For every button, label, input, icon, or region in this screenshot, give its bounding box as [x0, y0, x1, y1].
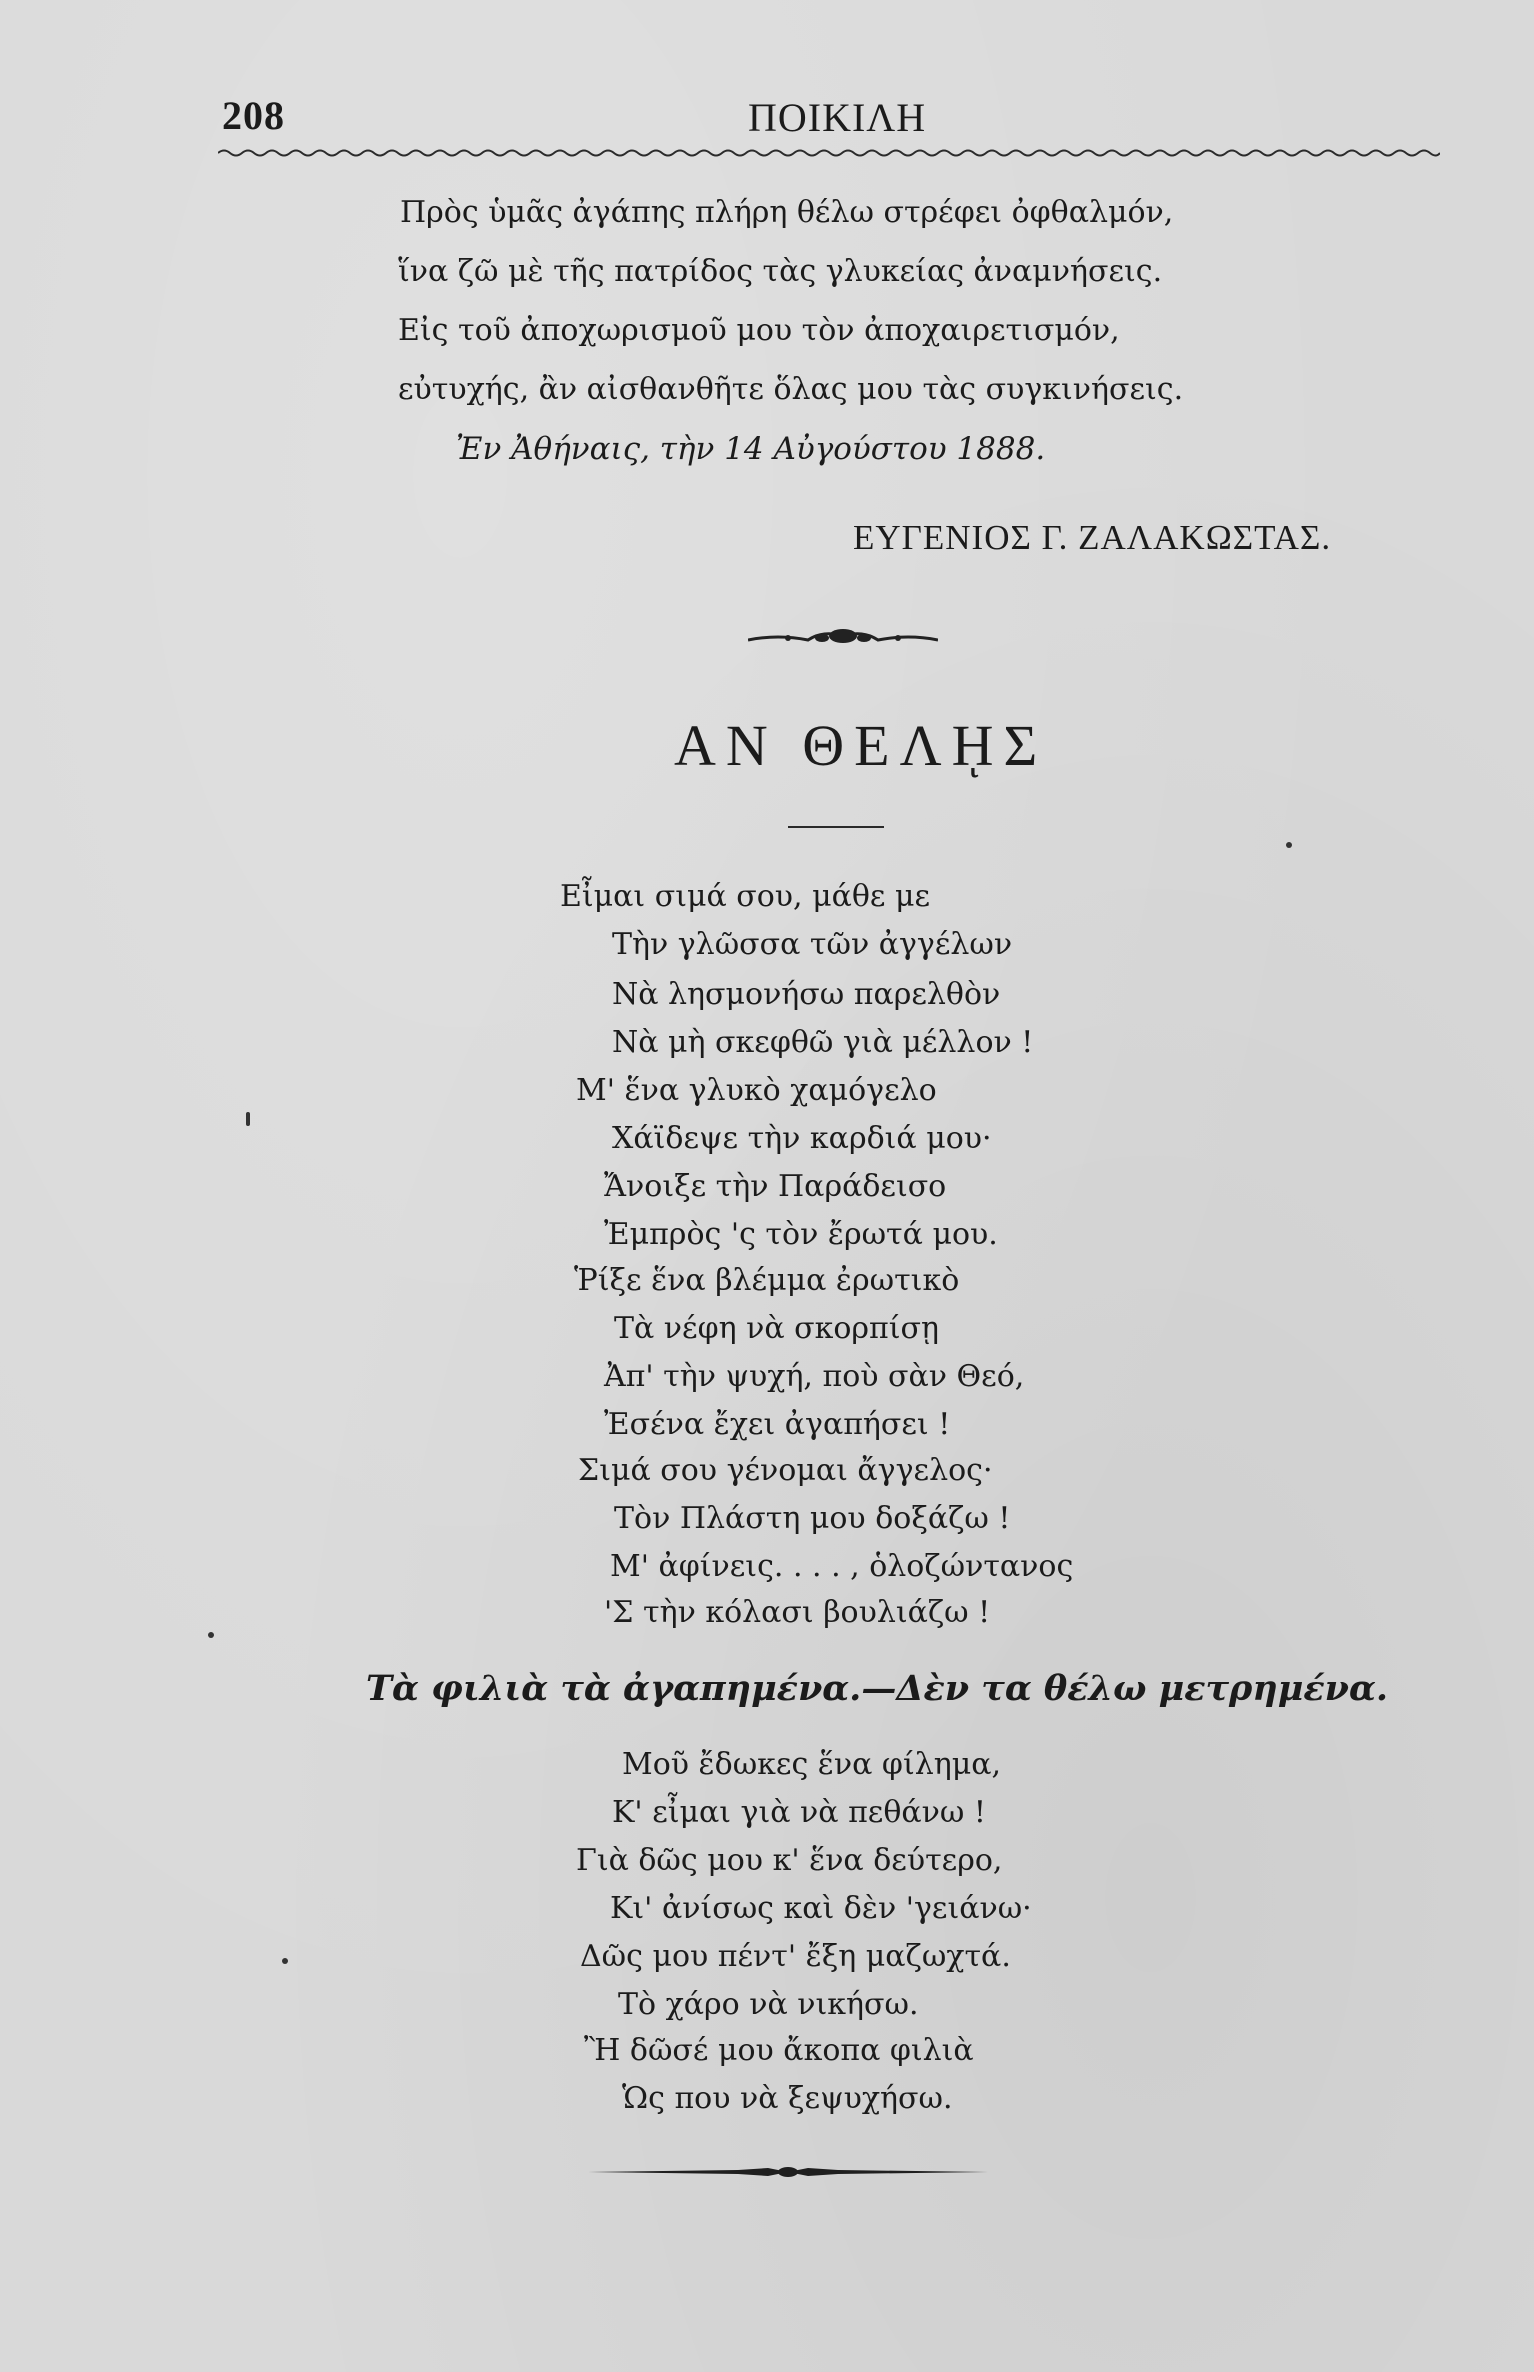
page-number: 208 [222, 93, 285, 138]
kiss-line-2: Κ' εἶμαι γιὰ νὰ πεθάνω ! [612, 1795, 986, 1830]
farewell-line-1: Πρὸς ὑμᾶς ἀγάπης πλήρη θέλω στρέφει ὀφθαλμόν, [400, 195, 1174, 230]
poem-line-4: Νὰ μὴ σκεφθῶ γιὰ μέλλον ! [612, 1025, 1034, 1060]
print-speck [246, 1112, 250, 1126]
kiss-line-7: Ἢ δῶσέ μου ἄκοπα φιλιὰ [584, 2033, 974, 2068]
dateline: Ἐν Ἀθήναις, τὴν 14 Αὐγούστου 1888. [456, 431, 1046, 467]
kiss-line-6: Τὸ χάρο νὰ νικήσω. [618, 1987, 919, 2022]
proverb-line: Τὰ φιλιὰ τὰ ἀγαπημένα.—Δὲν τα θέλω μετρημένα. [366, 1668, 1389, 1709]
section-title: ΠΟΙΚΙΛΗ [748, 95, 927, 140]
farewell-line-3: Εἰς τοῦ ἀποχωρισμοῦ μου τὸν ἀποχαιρετισμόν, [398, 313, 1120, 348]
poem-line-2: Τὴν γλῶσσα τῶν ἀγγέλων [612, 927, 1013, 962]
farewell-line-2: ἵνα ζῶ μὲ τῆς πατρίδος τὰς γλυκείας ἀναμνήσεις. [398, 254, 1163, 289]
poem-line-8: Ἐμπρὸς 'ς τὸν ἔρωτά μου. [604, 1217, 998, 1252]
kiss-line-1: Μοῦ ἔδωκες ἕνα φίλημα, [622, 1747, 1001, 1782]
title-rule [788, 826, 884, 828]
running-head [222, 92, 1437, 152]
kiss-line-4: Κι' ἀνίσως καὶ δὲν 'γειάνω· [610, 1891, 1032, 1926]
fleuron-ornament-icon [748, 622, 938, 652]
print-speck [1286, 842, 1292, 848]
poem-line-10: Τὰ νέφη νὰ σκορπίσῃ [614, 1311, 939, 1346]
poem-line-9: Ῥίξε ἕνα βλέμμα ἐρωτικὸ [574, 1263, 960, 1298]
closing-rule-ornament-icon [588, 2164, 988, 2180]
poem-line-16: 'Σ τὴν κόλασι βουλιάζω ! [604, 1595, 991, 1630]
kiss-line-3: Γιὰ δῶς μου κ' ἕνα δεύτερο, [576, 1843, 1003, 1878]
print-speck [208, 1632, 214, 1638]
kiss-line-8: Ὡς που νὰ ξεψυχήσω. [622, 2081, 953, 2116]
farewell-line-4: εὐτυχής, ἂν αἰσθανθῆτε ὅλας μου τὰς συγκινήσεις. [398, 372, 1184, 407]
poem-line-13: Σιμά σου γένομαι ἄγγελος· [578, 1453, 993, 1488]
poem-line-15: Μ' ἀφίνεις. . . . , ὁλοζώντανος [610, 1549, 1074, 1584]
poem-line-7: Ἄνοιξε τὴν Παράδεισο [604, 1169, 947, 1204]
poem-title: ΑΝ ΘΕΛῌΣ [674, 713, 1048, 778]
author-signature: ΕΥΓΕΝΙΟΣ Γ. ΖΑΛΑΚΩΣΤΑΣ. [853, 518, 1332, 557]
print-speck [282, 1958, 288, 1964]
poem-line-1: Εἶμαι σιμά σου, μάθε με [560, 879, 931, 914]
poem-line-5: Μ' ἕνα γλυκὸ χαμόγελο [576, 1073, 937, 1108]
header-wavy-rule [218, 146, 1440, 160]
poem-line-14: Τὸν Πλάστη μου δοξάζω ! [614, 1501, 1011, 1536]
poem-line-12: Ἐσένα ἔχει ἀγαπήσει ! [604, 1407, 951, 1442]
poem-line-11: Ἀπ' τὴν ψυχή, ποὺ σὰν Θεό, [604, 1359, 1025, 1394]
poem-line-6: Χάϊδεψε τὴν καρδιά μου· [612, 1121, 992, 1156]
poem-line-3: Νὰ λησμονήσω παρελθὸν [612, 977, 1001, 1012]
kiss-line-5: Δῶς μου πέντ' ἔξη μαζωχτά. [580, 1939, 1011, 1974]
